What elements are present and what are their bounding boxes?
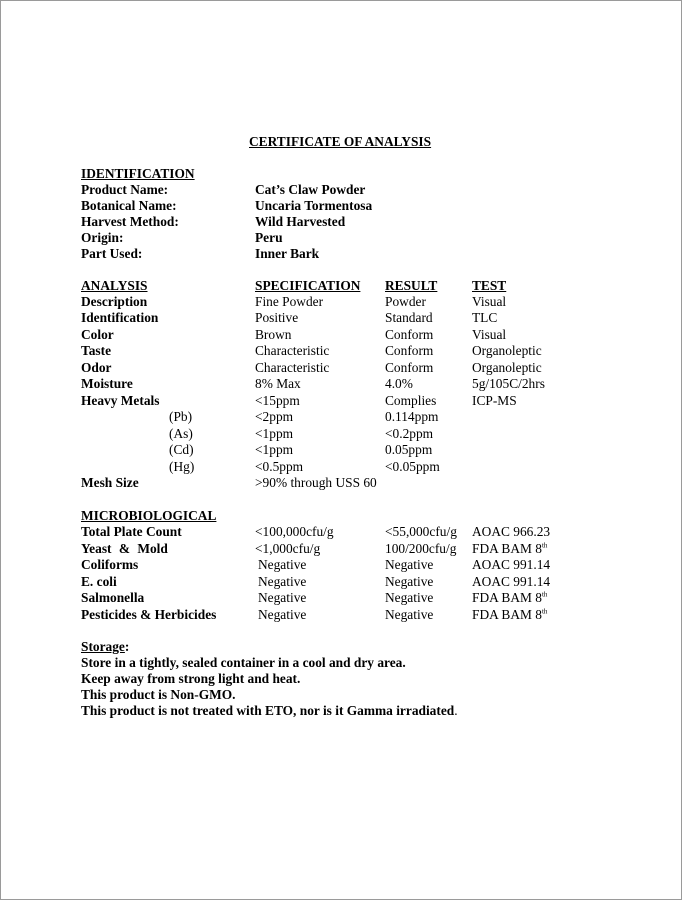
analysis-test: Organoleptic [472, 343, 542, 358]
analysis-result: 4.0% [385, 376, 413, 391]
analysis-test: ICP-MS [472, 393, 517, 408]
id-value: Wild Harvested [255, 214, 346, 229]
micro-spec: <1,000cfu/g [255, 541, 321, 556]
analysis-name: Description [81, 294, 148, 309]
id-label: Product Name: [81, 182, 169, 197]
analysis-header: ANALYSIS [81, 278, 148, 293]
micro-spec: Negative [258, 574, 307, 589]
test-header: TEST [472, 278, 507, 293]
micro-result: Negative [385, 607, 434, 622]
metal-name: (Pb) [169, 409, 193, 424]
micro-spec: Negative [258, 607, 307, 622]
analysis-name: Odor [81, 360, 112, 375]
micro-result: <55,000cfu/g [385, 524, 457, 539]
analysis-spec: Characteristic [255, 343, 330, 358]
micro-result: 100/200cfu/g [385, 541, 457, 556]
analysis-result: Standard [385, 310, 433, 325]
micro-spec: Negative [258, 557, 307, 572]
micro-name: Coliforms [81, 557, 139, 572]
micro-name: E. coli [81, 574, 117, 589]
analysis-test: TLC [472, 310, 498, 325]
id-label: Harvest Method: [81, 214, 179, 229]
id-label: Origin: [81, 230, 124, 245]
id-value: Peru [255, 230, 283, 245]
micro-spec: <100,000cfu/g [255, 524, 334, 539]
micro-test: AOAC 966.23 [472, 524, 551, 539]
micro-result: Negative [385, 574, 434, 589]
micro-name: Pesticides & Herbicides [81, 607, 217, 622]
id-value: Inner Bark [255, 246, 320, 261]
analysis-test: 5g/105C/2hrs [472, 376, 545, 391]
micro-test: AOAC 991.14 [472, 557, 551, 572]
metal-name: (Cd) [169, 442, 194, 457]
analysis-result: Complies [385, 393, 437, 408]
analysis-name: Identification [81, 310, 159, 325]
storage-heading: Storage: [81, 639, 130, 654]
metal-name: (Hg) [169, 459, 195, 474]
analysis-spec: 8% Max [255, 376, 301, 391]
storage-line: Keep away from strong light and heat. [81, 671, 301, 686]
id-value: Uncaria Tormentosa [255, 198, 373, 213]
storage-line: This product is not treated with ETO, nor is it Gamma irradiated. [81, 703, 458, 718]
analysis-result: <0.2ppm [385, 426, 434, 441]
micro-result: Negative [385, 590, 434, 605]
analysis-name: Mesh Size [81, 475, 139, 490]
analysis-result: Conform [385, 327, 434, 342]
microbiological-heading: MICROBIOLOGICAL [81, 508, 217, 523]
micro-test: FDA BAM 8th [472, 541, 548, 556]
micro-name: Salmonella [81, 590, 145, 605]
storage-line: Store in a tightly, sealed container in a cool and dry area. [81, 655, 406, 670]
analysis-result: 0.05ppm [385, 442, 433, 457]
analysis-spec: >90% through USS 60 [255, 475, 377, 490]
analysis-result: Powder [385, 294, 426, 309]
micro-result: Negative [385, 557, 434, 572]
micro-name: Total Plate Count [81, 524, 182, 539]
micro-test: FDA BAM 8th [472, 590, 548, 605]
id-value: Cat’s Claw Powder [255, 182, 366, 197]
analysis-result: 0.114ppm [385, 409, 439, 424]
analysis-name: Taste [81, 343, 112, 358]
analysis-spec: Positive [255, 310, 299, 325]
analysis-test: Organoleptic [472, 360, 542, 375]
analysis-spec: Characteristic [255, 360, 330, 375]
micro-test: FDA BAM 8th [472, 607, 548, 622]
micro-name: Yeast & Mold [81, 541, 168, 556]
analysis-spec: <15ppm [255, 393, 300, 408]
specification-header: SPECIFICATION [255, 278, 361, 293]
analysis-spec: <1ppm [255, 442, 294, 457]
micro-spec: Negative [258, 590, 307, 605]
page-title: CERTIFICATE OF ANALYSIS [249, 134, 432, 149]
analysis-spec: Brown [255, 327, 292, 342]
analysis-spec: <2ppm [255, 409, 294, 424]
identification-heading: IDENTIFICATION [81, 166, 195, 181]
analysis-spec: <0.5ppm [255, 459, 304, 474]
analysis-name: Heavy Metals [81, 393, 160, 408]
analysis-result: Conform [385, 343, 434, 358]
analysis-name: Color [81, 327, 114, 342]
id-label: Part Used: [81, 246, 143, 261]
id-label: Botanical Name: [81, 198, 177, 213]
analysis-result: <0.05ppm [385, 459, 440, 474]
analysis-test: Visual [472, 294, 507, 309]
analysis-test: Visual [472, 327, 507, 342]
analysis-spec: Fine Powder [255, 294, 324, 309]
metal-name: (As) [169, 426, 193, 441]
analysis-name: Moisture [81, 376, 133, 391]
micro-test: AOAC 991.14 [472, 574, 551, 589]
result-header: RESULT [385, 278, 438, 293]
analysis-spec: <1ppm [255, 426, 294, 441]
storage-line: This product is Non-GMO. [81, 687, 236, 702]
analysis-result: Conform [385, 360, 434, 375]
